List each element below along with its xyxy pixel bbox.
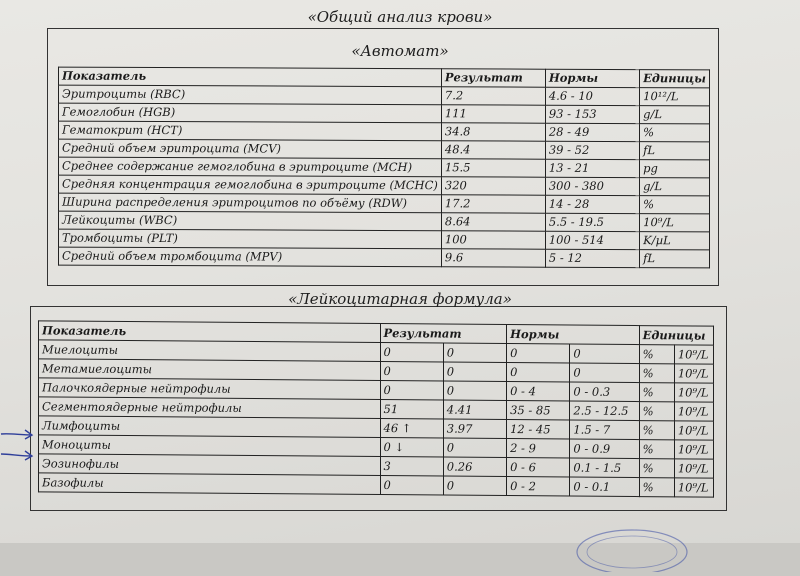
result-percent-cell: 46 ↑ <box>380 419 443 438</box>
table-row <box>59 247 710 268</box>
hand-drawn-arrow-icon <box>0 448 34 462</box>
table-row <box>59 193 710 214</box>
indicator-cell: Палочкоядерные нейтрофилы <box>39 378 381 400</box>
indicator-cell: Ширина распределения эритроцитов по объёму (RDW) <box>59 193 442 213</box>
result-absolute-cell: 0 <box>443 438 506 457</box>
result-absolute-cell: 4.41 <box>443 400 506 419</box>
unit-absolute-cell: 10⁹/L <box>674 440 713 459</box>
result-percent-cell: 0 <box>380 381 443 400</box>
result-percent-cell: 0 <box>380 343 443 362</box>
norm-absolute-cell: 0 - 0.1 <box>570 477 639 497</box>
header-norms: Нормы <box>507 325 640 345</box>
automat-results-table <box>58 67 710 269</box>
norm-absolute-cell: 2.5 - 12.5 <box>570 401 639 421</box>
header-indicator: Показатель <box>59 67 442 87</box>
unit-cell: g/L <box>640 178 710 196</box>
section-automat-title: «Автомат» <box>351 42 449 60</box>
indicator-cell: Гематокрит (HCT) <box>59 121 442 141</box>
stamp-seal <box>570 512 690 572</box>
result-cell: 100 <box>441 231 545 249</box>
result-absolute-cell: 0.26 <box>443 457 506 476</box>
norm-cell: 93 - 153 <box>545 105 639 123</box>
unit-absolute-cell: 10⁹/L <box>674 364 713 383</box>
result-cell: 15.5 <box>441 159 545 177</box>
norm-absolute-cell: 0 - 0.9 <box>570 439 639 459</box>
table-row <box>59 103 710 124</box>
unit-percent-cell: % <box>639 402 674 421</box>
leukocyte-formula-table <box>38 320 714 497</box>
norm-percent-cell: 0 - 2 <box>507 477 570 496</box>
result-absolute-cell: 0 <box>443 362 506 381</box>
indicator-cell: Сегментоядерные нейтрофилы <box>39 397 381 419</box>
norm-absolute-cell: 0.1 - 1.5 <box>570 458 639 478</box>
norm-absolute-cell: 0 <box>570 363 639 383</box>
result-cell: 8.64 <box>441 213 545 231</box>
table-row <box>59 175 710 196</box>
indicator-cell: Лейкоциты (WBC) <box>59 211 442 231</box>
unit-cell: K/µL <box>640 232 710 250</box>
norm-cell: 4.6 - 10 <box>545 87 639 105</box>
result-cell: 7.2 <box>441 87 545 105</box>
norm-cell: 14 - 28 <box>545 195 639 213</box>
norm-cell: 5 - 12 <box>545 249 639 267</box>
indicator-cell: Эозинофилы <box>39 454 381 476</box>
result-absolute-cell: 0 <box>443 381 506 400</box>
table-row <box>59 85 710 106</box>
result-absolute-cell: 0 <box>443 476 506 495</box>
norm-absolute-cell: 1.5 - 7 <box>570 420 639 440</box>
indicator-cell: Миелоциты <box>39 340 381 362</box>
header-norms: Нормы <box>545 69 639 87</box>
unit-cell: 10¹²/L <box>640 88 710 106</box>
result-cell: 34.8 <box>441 123 545 141</box>
unit-percent-cell: % <box>639 421 674 440</box>
norm-percent-cell: 2 - 9 <box>507 439 570 458</box>
indicator-cell: Тромбоциты (PLT) <box>59 229 442 249</box>
norm-percent-cell: 0 <box>507 363 570 382</box>
result-absolute-cell: 3.97 <box>443 419 506 438</box>
indicator-cell: Базофилы <box>39 473 381 495</box>
indicator-cell: Лимфоциты <box>39 416 381 438</box>
norm-percent-cell: 0 - 4 <box>507 382 570 401</box>
indicator-cell: Метамиелоциты <box>39 359 381 381</box>
header-result: Результат <box>380 324 507 344</box>
unit-percent-cell: % <box>639 478 674 497</box>
section-leukocyte-title: «Лейкоцитарная формула» <box>288 290 512 308</box>
header-units: Единицы <box>639 326 713 346</box>
unit-cell: pg <box>640 160 710 178</box>
unit-percent-cell: % <box>639 345 674 364</box>
unit-absolute-cell: 10⁹/L <box>674 478 713 497</box>
norm-cell: 300 - 380 <box>545 177 639 195</box>
table-row <box>59 121 710 142</box>
norm-cell: 5.5 - 19.5 <box>545 213 639 231</box>
unit-percent-cell: % <box>639 459 674 478</box>
result-cell: 9.6 <box>441 249 545 267</box>
unit-cell: 10⁹/L <box>640 214 710 232</box>
norm-cell: 39 - 52 <box>545 141 639 159</box>
unit-cell: g/L <box>640 106 710 124</box>
result-cell: 48.4 <box>441 141 545 159</box>
norm-absolute-cell: 0 <box>570 344 639 364</box>
unit-cell: % <box>640 124 710 142</box>
norm-percent-cell: 0 <box>507 344 570 363</box>
unit-cell: % <box>640 196 710 214</box>
norm-cell: 100 - 514 <box>545 231 639 249</box>
table-row <box>59 139 710 160</box>
hand-drawn-arrow-icon <box>0 428 34 442</box>
table-row <box>59 157 710 178</box>
indicator-cell: Моноциты <box>39 435 381 457</box>
header-units: Единицы <box>640 70 710 88</box>
indicator-cell: Среднее содержание гемоглобина в эритроците (MCH) <box>59 157 442 177</box>
page-title: «Общий анализ крови» <box>307 8 493 26</box>
unit-percent-cell: % <box>639 383 674 402</box>
norm-cell: 28 - 49 <box>545 123 639 141</box>
result-percent-cell: 3 <box>380 457 443 476</box>
unit-absolute-cell: 10⁹/L <box>674 383 713 402</box>
indicator-cell: Гемоглобин (HGB) <box>59 103 442 123</box>
norm-percent-cell: 0 - 6 <box>507 458 570 477</box>
unit-cell: fL <box>640 250 710 268</box>
unit-absolute-cell: 10⁹/L <box>674 459 713 478</box>
result-percent-cell: 51 <box>380 400 443 419</box>
table-row <box>59 229 710 250</box>
norm-cell: 13 - 21 <box>545 159 639 177</box>
result-percent-cell: 0 <box>380 362 443 381</box>
norm-percent-cell: 12 - 45 <box>507 420 570 439</box>
table-row <box>59 211 710 232</box>
indicator-cell: Эритроциты (RBC) <box>59 85 442 105</box>
header-indicator: Показатель <box>39 321 381 343</box>
norm-absolute-cell: 0 - 0.3 <box>570 382 639 402</box>
unit-cell: fL <box>640 142 710 160</box>
unit-percent-cell: % <box>639 364 674 383</box>
result-cell: 17.2 <box>441 195 545 213</box>
unit-absolute-cell: 10⁹/L <box>674 402 713 421</box>
norm-percent-cell: 35 - 85 <box>507 401 570 420</box>
result-cell: 111 <box>441 105 545 123</box>
indicator-cell: Средняя концентрация гемоглобина в эритроците (MCHC) <box>59 175 442 195</box>
header-result: Результат <box>441 69 545 87</box>
result-absolute-cell: 0 <box>443 343 506 362</box>
result-percent-cell: 0 <box>380 476 443 495</box>
indicator-cell: Средний объем эритроцита (MCV) <box>59 139 442 159</box>
indicator-cell: Средний объем тромбоцита (MPV) <box>59 247 442 267</box>
result-cell: 320 <box>441 177 545 195</box>
unit-absolute-cell: 10⁹/L <box>674 345 713 364</box>
unit-absolute-cell: 10⁹/L <box>674 421 713 440</box>
result-percent-cell: 0 ↓ <box>380 438 443 457</box>
unit-percent-cell: % <box>639 440 674 459</box>
